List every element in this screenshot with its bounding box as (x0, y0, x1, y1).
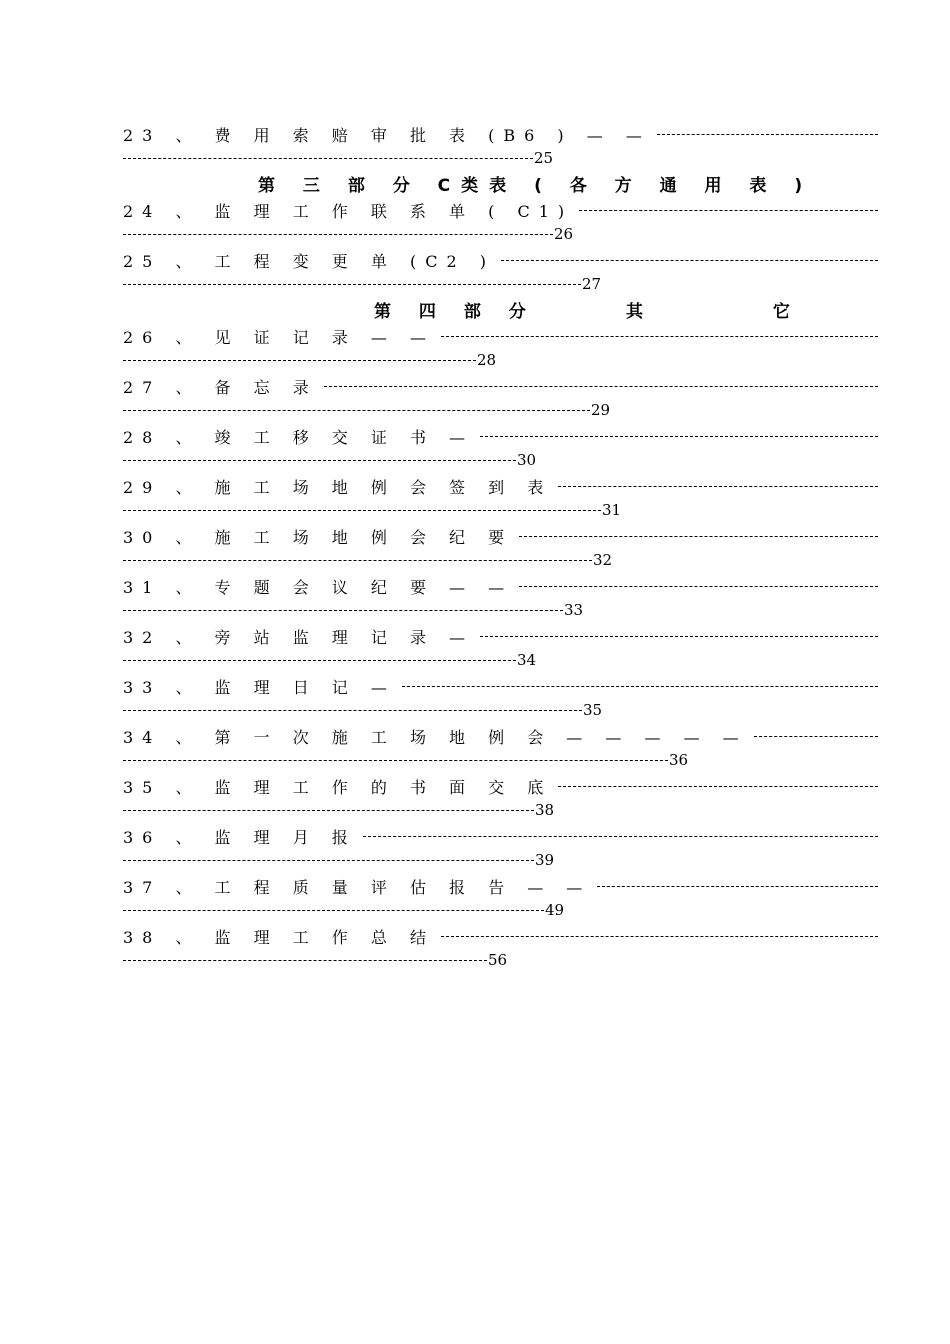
leader-dots (363, 836, 878, 837)
toc-entry-page: 35 (583, 701, 603, 719)
toc-entry-page: 38 (535, 801, 555, 819)
leader-dots (324, 386, 878, 387)
leader-dots (597, 886, 878, 887)
section-heading (123, 171, 878, 197)
toc-entry[interactable] (123, 423, 878, 473)
leader-dots (123, 760, 668, 761)
toc-entry[interactable] (123, 323, 878, 373)
toc-entry-title: 27 、 备 忘 录 (123, 377, 318, 397)
leader-dots (480, 436, 878, 437)
toc-entry[interactable] (123, 773, 878, 823)
toc-entry-title: 38 、 监 理 工 作 总 结 (123, 927, 435, 947)
toc-entry-page: 33 (564, 601, 584, 619)
leader-dots (480, 636, 878, 637)
leader-dots (558, 786, 878, 787)
leader-dots (123, 360, 476, 361)
toc-entry-page: 32 (593, 551, 613, 569)
leader-dots (754, 736, 878, 737)
toc-entry[interactable] (123, 573, 878, 623)
leader-dots (402, 686, 878, 687)
section-heading-other: 其 它 (626, 302, 852, 322)
leader-dots (123, 660, 516, 661)
leader-dots (123, 810, 534, 811)
leader-dots (519, 536, 878, 537)
toc-entry-title: 34 、 第 一 次 施 工 场 地 例 会 — — — — — (123, 727, 748, 747)
toc-entry-page: 31 (602, 501, 622, 519)
toc-entry[interactable] (123, 723, 878, 773)
leader-dots (123, 560, 592, 561)
toc-entry-title: 25 、 工 程 变 更 单 (C2 ) (123, 251, 495, 271)
toc-entry-title: 31 、 专 题 会 议 纪 要 — — (123, 577, 514, 597)
toc-entry[interactable] (123, 197, 878, 247)
table-of-contents (123, 121, 878, 973)
toc-entry-title: 32 、 旁 站 监 理 记 录 — (123, 627, 475, 647)
toc-entry-title: 24 、 监 理 工 作 联 系 单 ( C1) (123, 201, 574, 221)
leader-dots (657, 134, 878, 135)
toc-entry-page: 49 (545, 901, 565, 919)
toc-entry-title: 30 、 施 工 场 地 例 会 纪 要 (123, 527, 514, 547)
leader-dots (123, 410, 590, 411)
toc-entry-title: 33 、 监 理 日 记 — (123, 677, 396, 697)
toc-entry[interactable] (123, 473, 878, 523)
leader-dots (123, 510, 601, 511)
toc-entry-page: 28 (477, 351, 497, 369)
toc-entry[interactable] (123, 121, 878, 171)
leader-dots (123, 860, 534, 861)
toc-entry[interactable] (123, 823, 878, 873)
leader-dots (501, 260, 878, 261)
toc-entry-page: 39 (535, 851, 555, 869)
leader-dots (123, 960, 487, 961)
toc-entry-page: 34 (517, 651, 537, 669)
section-heading-text: 第 三 部 分 C类表 ( 各 方 通 用 表 ) (258, 176, 814, 196)
toc-entry[interactable] (123, 923, 878, 973)
section-heading-text: 第 四 部 分 (374, 302, 537, 322)
toc-entry-title: 35 、 监 理 工 作 的 书 面 交 底 (123, 777, 553, 797)
leader-dots (123, 158, 533, 159)
toc-entry-title: 28 、 竣 工 移 交 证 书 — (123, 427, 475, 447)
toc-entry-page: 30 (517, 451, 537, 469)
leader-dots (441, 936, 878, 937)
leader-dots (123, 284, 581, 285)
toc-entry[interactable] (123, 523, 878, 573)
leader-dots (441, 336, 878, 337)
leader-dots (123, 710, 582, 711)
toc-entry-page: 25 (534, 149, 554, 167)
leader-dots (123, 910, 544, 911)
toc-entry-page: 26 (554, 225, 574, 243)
toc-entry[interactable] (123, 373, 878, 423)
toc-entry-title: 23 、 费 用 索 赔 审 批 表 (B6 ) — — (123, 125, 651, 145)
toc-entry-title: 36 、 监 理 月 报 (123, 827, 357, 847)
leader-dots (123, 460, 516, 461)
toc-entry[interactable] (123, 673, 878, 723)
toc-entry-page: 56 (488, 951, 508, 969)
toc-entry-page: 36 (669, 751, 689, 769)
leader-dots (579, 210, 878, 211)
leader-dots (519, 586, 878, 587)
toc-entry-title: 26 、 见 证 记 录 — — (123, 327, 435, 347)
leader-dots (123, 234, 553, 235)
toc-entry-title: 37 、 工 程 质 量 评 估 报 告 — — (123, 877, 592, 897)
toc-entry[interactable] (123, 873, 878, 923)
section-heading (123, 297, 878, 323)
toc-entry-page: 29 (591, 401, 611, 419)
toc-entry[interactable] (123, 623, 878, 673)
toc-entry-title: 29 、 施 工 场 地 例 会 签 到 表 (123, 477, 553, 497)
toc-entry[interactable] (123, 247, 878, 297)
leader-dots (123, 610, 563, 611)
toc-entry-page: 27 (582, 275, 602, 293)
leader-dots (558, 486, 878, 487)
